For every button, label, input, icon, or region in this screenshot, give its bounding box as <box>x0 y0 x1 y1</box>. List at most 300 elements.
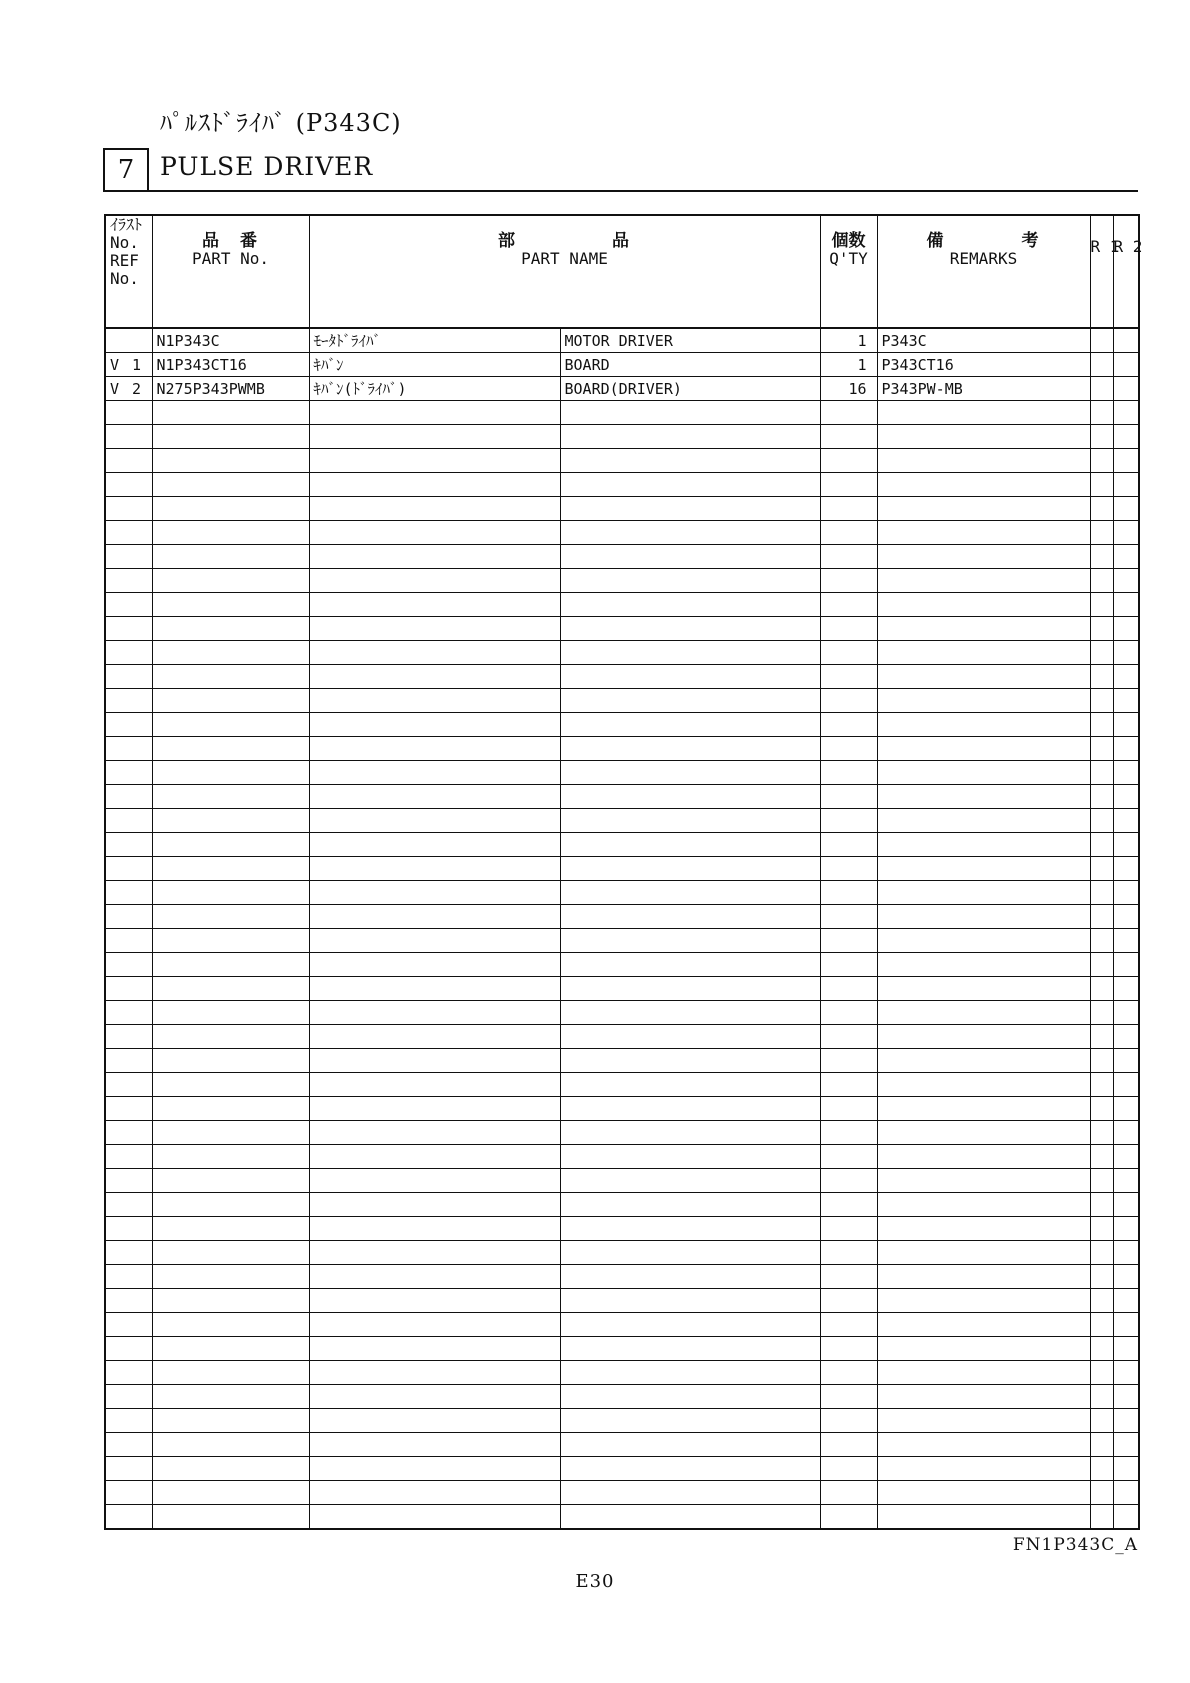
empty-cell <box>105 977 152 1001</box>
empty-cell <box>152 1217 309 1241</box>
table-row <box>105 377 1139 401</box>
empty-cell <box>1113 1025 1139 1049</box>
empty-cell <box>105 545 152 569</box>
header-r1: R 1 <box>1090 215 1113 328</box>
empty-cell <box>309 593 560 617</box>
header-part-no <box>152 215 309 328</box>
empty-cell <box>1090 665 1113 689</box>
empty-cell <box>1113 1409 1139 1433</box>
empty-cell <box>560 1241 820 1265</box>
empty-cell <box>1113 473 1139 497</box>
empty-row <box>105 665 1139 689</box>
empty-cell <box>1090 545 1113 569</box>
empty-row <box>105 1505 1139 1530</box>
empty-cell <box>560 1265 820 1289</box>
empty-cell <box>309 1505 560 1530</box>
empty-row <box>105 1049 1139 1073</box>
empty-cell <box>560 473 820 497</box>
empty-cell <box>1113 1073 1139 1097</box>
empty-cell <box>105 1001 152 1025</box>
empty-cell <box>152 1073 309 1097</box>
empty-cell <box>309 641 560 665</box>
empty-cell <box>820 1169 877 1193</box>
empty-cell <box>820 1505 877 1530</box>
empty-cell <box>820 1337 877 1361</box>
empty-cell <box>105 929 152 953</box>
empty-row <box>105 689 1139 713</box>
empty-cell <box>877 1049 1090 1073</box>
empty-cell <box>820 473 877 497</box>
empty-cell <box>1090 1409 1113 1433</box>
empty-cell <box>309 1145 560 1169</box>
empty-cell <box>105 953 152 977</box>
empty-cell <box>152 521 309 545</box>
empty-cell <box>877 809 1090 833</box>
empty-cell <box>560 641 820 665</box>
empty-cell <box>152 401 309 425</box>
empty-cell <box>105 569 152 593</box>
empty-cell <box>877 737 1090 761</box>
empty-cell <box>877 1121 1090 1145</box>
empty-cell <box>1113 1193 1139 1217</box>
empty-row <box>105 1457 1139 1481</box>
empty-cell <box>1090 1385 1113 1409</box>
row-remarks: P343PW-MB <box>877 377 1090 401</box>
empty-cell <box>820 785 877 809</box>
empty-row <box>105 593 1139 617</box>
empty-cell <box>152 689 309 713</box>
empty-row <box>105 1001 1139 1025</box>
empty-cell <box>105 785 152 809</box>
table-row <box>105 328 1139 353</box>
table-row <box>105 353 1139 377</box>
empty-cell <box>820 1457 877 1481</box>
empty-cell <box>560 1145 820 1169</box>
empty-cell <box>1090 1289 1113 1313</box>
empty-cell <box>820 641 877 665</box>
empty-cell <box>152 497 309 521</box>
empty-cell <box>105 593 152 617</box>
empty-cell <box>1113 1169 1139 1193</box>
empty-cell <box>877 497 1090 521</box>
empty-cell <box>877 833 1090 857</box>
empty-cell <box>105 1193 152 1217</box>
empty-cell <box>105 1289 152 1313</box>
empty-cell <box>560 689 820 713</box>
empty-cell <box>820 1025 877 1049</box>
empty-cell <box>1113 1385 1139 1409</box>
empty-cell <box>1113 1217 1139 1241</box>
row-name-en: MOTOR DRIVER <box>560 328 820 353</box>
empty-cell <box>820 1121 877 1145</box>
empty-cell <box>152 905 309 929</box>
empty-cell <box>1090 497 1113 521</box>
empty-cell <box>1113 977 1139 1001</box>
empty-row <box>105 833 1139 857</box>
empty-cell <box>309 689 560 713</box>
empty-cell <box>152 1265 309 1289</box>
empty-cell <box>152 1241 309 1265</box>
empty-cell <box>105 449 152 473</box>
empty-cell <box>152 977 309 1001</box>
empty-cell <box>152 857 309 881</box>
empty-cell <box>1090 1265 1113 1289</box>
empty-cell <box>820 617 877 641</box>
empty-cell <box>309 569 560 593</box>
empty-cell <box>309 905 560 929</box>
empty-cell <box>105 617 152 641</box>
empty-cell <box>560 1073 820 1097</box>
empty-cell <box>1090 737 1113 761</box>
empty-cell <box>877 1193 1090 1217</box>
empty-cell <box>309 617 560 641</box>
empty-row <box>105 497 1139 521</box>
empty-row <box>105 1385 1139 1409</box>
empty-cell <box>820 953 877 977</box>
empty-cell <box>560 1169 820 1193</box>
header-part-name <box>309 215 820 328</box>
empty-cell <box>1113 1265 1139 1289</box>
empty-cell <box>152 737 309 761</box>
empty-cell <box>309 401 560 425</box>
empty-cell <box>877 1433 1090 1457</box>
empty-cell <box>820 665 877 689</box>
row-qty: 16 <box>820 377 877 401</box>
empty-cell <box>309 665 560 689</box>
empty-cell <box>1090 833 1113 857</box>
empty-cell <box>152 545 309 569</box>
empty-cell <box>1113 737 1139 761</box>
empty-cell <box>560 569 820 593</box>
empty-cell <box>309 1049 560 1073</box>
empty-row <box>105 785 1139 809</box>
empty-cell <box>1090 761 1113 785</box>
empty-cell <box>309 1169 560 1193</box>
empty-cell <box>152 1097 309 1121</box>
empty-cell <box>152 1289 309 1313</box>
empty-cell <box>820 1481 877 1505</box>
header-part-name-jp: 部 品 <box>498 231 631 251</box>
empty-cell <box>105 1481 152 1505</box>
empty-cell <box>877 1385 1090 1409</box>
empty-cell <box>820 545 877 569</box>
empty-cell <box>877 593 1090 617</box>
empty-row <box>105 1193 1139 1217</box>
empty-cell <box>309 473 560 497</box>
empty-cell <box>309 833 560 857</box>
empty-row <box>105 425 1139 449</box>
empty-cell <box>1113 449 1139 473</box>
empty-cell <box>1113 809 1139 833</box>
empty-cell <box>877 545 1090 569</box>
row-ref: V 2 <box>105 377 152 401</box>
page-subtitle-jp: ﾊﾟﾙｽﾄﾞﾗｲﾊﾞ (P343C) <box>160 109 402 137</box>
header-ref-no <box>105 215 152 328</box>
empty-cell <box>560 1049 820 1073</box>
header-r2: R 2 <box>1113 215 1139 328</box>
empty-row <box>105 449 1139 473</box>
empty-cell <box>877 665 1090 689</box>
empty-cell <box>152 425 309 449</box>
header-part-no-en: PART No. <box>191 249 270 268</box>
empty-cell <box>877 905 1090 929</box>
empty-cell <box>1113 1121 1139 1145</box>
empty-cell <box>105 881 152 905</box>
empty-row <box>105 473 1139 497</box>
empty-cell <box>877 521 1090 545</box>
empty-cell <box>1113 881 1139 905</box>
empty-cell <box>877 953 1090 977</box>
empty-cell <box>105 521 152 545</box>
empty-cell <box>152 1409 309 1433</box>
empty-cell <box>1090 569 1113 593</box>
empty-cell <box>1113 905 1139 929</box>
empty-cell <box>152 1385 309 1409</box>
empty-cell <box>877 1073 1090 1097</box>
empty-cell <box>820 1193 877 1217</box>
empty-cell <box>1113 1049 1139 1073</box>
empty-cell <box>152 1505 309 1530</box>
empty-cell <box>1090 641 1113 665</box>
empty-row <box>105 1409 1139 1433</box>
empty-cell <box>152 1025 309 1049</box>
empty-cell <box>1113 401 1139 425</box>
empty-cell <box>820 1313 877 1337</box>
empty-cell <box>1113 641 1139 665</box>
empty-cell <box>820 809 877 833</box>
empty-cell <box>1090 1505 1113 1530</box>
empty-cell <box>1090 473 1113 497</box>
empty-cell <box>820 1097 877 1121</box>
empty-cell <box>1113 1145 1139 1169</box>
row-remarks: P343C <box>877 328 1090 353</box>
empty-cell <box>309 545 560 569</box>
row-qty: 1 <box>820 328 877 353</box>
empty-cell <box>560 1313 820 1337</box>
empty-row <box>105 953 1139 977</box>
empty-cell <box>105 401 152 425</box>
empty-cell <box>1090 809 1113 833</box>
empty-cell <box>820 1409 877 1433</box>
empty-cell <box>105 1265 152 1289</box>
empty-cell <box>105 689 152 713</box>
empty-cell <box>877 569 1090 593</box>
empty-cell <box>309 809 560 833</box>
empty-cell <box>877 1025 1090 1049</box>
empty-cell <box>820 1433 877 1457</box>
empty-cell <box>309 713 560 737</box>
empty-cell <box>877 977 1090 1001</box>
empty-cell <box>820 881 877 905</box>
row-part-no: N1P343CT16 <box>152 353 309 377</box>
empty-cell <box>877 1097 1090 1121</box>
empty-cell <box>820 569 877 593</box>
empty-cell <box>152 833 309 857</box>
empty-cell <box>820 1217 877 1241</box>
empty-cell <box>1090 401 1113 425</box>
empty-cell <box>152 1193 309 1217</box>
header-part-no-jp: 品 番 <box>202 231 259 251</box>
empty-cell <box>877 473 1090 497</box>
empty-cell <box>105 761 152 785</box>
empty-row <box>105 977 1139 1001</box>
empty-cell <box>820 497 877 521</box>
empty-cell <box>560 1433 820 1457</box>
empty-cell <box>560 929 820 953</box>
empty-row <box>105 737 1139 761</box>
empty-cell <box>152 1337 309 1361</box>
empty-cell <box>820 401 877 425</box>
empty-row <box>105 617 1139 641</box>
empty-cell <box>1113 1433 1139 1457</box>
empty-cell <box>309 857 560 881</box>
empty-cell <box>560 809 820 833</box>
header-ref-line2: No. <box>110 233 139 252</box>
empty-cell <box>152 761 309 785</box>
empty-cell <box>309 1457 560 1481</box>
row-r2 <box>1113 328 1139 353</box>
row-r2 <box>1113 353 1139 377</box>
empty-cell <box>1113 1361 1139 1385</box>
empty-cell <box>820 833 877 857</box>
empty-cell <box>1113 569 1139 593</box>
row-ref: V 1 <box>105 353 152 377</box>
empty-row <box>105 1337 1139 1361</box>
empty-cell <box>152 1361 309 1385</box>
empty-cell <box>152 1481 309 1505</box>
empty-cell <box>560 1193 820 1217</box>
empty-cell <box>560 1361 820 1385</box>
empty-cell <box>560 713 820 737</box>
empty-cell <box>820 1073 877 1097</box>
empty-cell <box>105 641 152 665</box>
empty-cell <box>820 929 877 953</box>
empty-cell <box>105 905 152 929</box>
empty-cell <box>309 1193 560 1217</box>
empty-cell <box>105 497 152 521</box>
empty-cell <box>820 1241 877 1265</box>
empty-cell <box>152 785 309 809</box>
empty-cell <box>877 929 1090 953</box>
empty-cell <box>820 593 877 617</box>
empty-cell <box>152 1121 309 1145</box>
empty-cell <box>1113 1001 1139 1025</box>
empty-cell <box>1090 1169 1113 1193</box>
table-header-row <box>105 215 1139 328</box>
empty-cell <box>877 1217 1090 1241</box>
empty-cell <box>877 1313 1090 1337</box>
empty-cell <box>820 1265 877 1289</box>
empty-row <box>105 1289 1139 1313</box>
empty-cell <box>877 1001 1090 1025</box>
empty-row <box>105 1145 1139 1169</box>
header-qty-en: Q'TY <box>829 249 868 268</box>
empty-cell <box>152 473 309 497</box>
header-ref-line1: ｲﾗｽﾄ <box>110 215 143 234</box>
empty-cell <box>1113 521 1139 545</box>
empty-cell <box>1090 1097 1113 1121</box>
empty-cell <box>1090 1001 1113 1025</box>
empty-cell <box>309 1241 560 1265</box>
header-qty <box>820 215 877 328</box>
empty-cell <box>152 593 309 617</box>
empty-row <box>105 1361 1139 1385</box>
empty-cell <box>560 1385 820 1409</box>
empty-cell <box>1113 785 1139 809</box>
row-name-jp: ｷﾊﾞﾝ(ﾄﾞﾗｲﾊﾞ) <box>309 377 560 401</box>
empty-cell <box>560 1481 820 1505</box>
empty-cell <box>309 761 560 785</box>
empty-row <box>105 905 1139 929</box>
empty-cell <box>877 1505 1090 1530</box>
empty-cell <box>1090 1313 1113 1337</box>
empty-cell <box>1090 425 1113 449</box>
empty-cell <box>820 1001 877 1025</box>
empty-cell <box>877 425 1090 449</box>
empty-cell <box>309 425 560 449</box>
empty-row <box>105 1097 1139 1121</box>
empty-cell <box>560 1457 820 1481</box>
empty-cell <box>877 1457 1090 1481</box>
empty-cell <box>1090 1025 1113 1049</box>
empty-cell <box>105 809 152 833</box>
empty-cell <box>1113 1313 1139 1337</box>
empty-cell <box>1113 497 1139 521</box>
empty-cell <box>877 641 1090 665</box>
empty-cell <box>105 1361 152 1385</box>
empty-cell <box>560 977 820 1001</box>
empty-cell <box>1090 1145 1113 1169</box>
empty-cell <box>105 737 152 761</box>
section-title: PULSE DRIVER <box>160 152 374 181</box>
empty-cell <box>1113 1337 1139 1361</box>
empty-cell <box>820 1145 877 1169</box>
empty-cell <box>560 953 820 977</box>
empty-cell <box>1113 1505 1139 1530</box>
row-part-no: N1P343C <box>152 328 309 353</box>
empty-cell <box>820 905 877 929</box>
empty-cell <box>1113 953 1139 977</box>
empty-cell <box>1090 713 1113 737</box>
empty-cell <box>309 977 560 1001</box>
empty-cell <box>1113 1289 1139 1313</box>
empty-row <box>105 1121 1139 1145</box>
empty-cell <box>309 449 560 473</box>
empty-cell <box>152 1433 309 1457</box>
empty-cell <box>309 1025 560 1049</box>
empty-cell <box>309 737 560 761</box>
row-ref <box>105 328 152 353</box>
empty-cell <box>1113 593 1139 617</box>
empty-cell <box>820 521 877 545</box>
empty-cell <box>560 425 820 449</box>
row-r1 <box>1090 328 1113 353</box>
empty-cell <box>1113 929 1139 953</box>
empty-row <box>105 1169 1139 1193</box>
empty-cell <box>560 761 820 785</box>
empty-cell <box>1090 1193 1113 1217</box>
empty-cell <box>560 617 820 641</box>
header-ref-line4: No. <box>110 269 139 288</box>
empty-cell <box>309 1433 560 1457</box>
empty-cell <box>105 665 152 689</box>
empty-cell <box>152 1169 309 1193</box>
empty-cell <box>105 1433 152 1457</box>
empty-cell <box>105 1169 152 1193</box>
empty-cell <box>309 953 560 977</box>
empty-cell <box>105 1121 152 1145</box>
empty-cell <box>1090 593 1113 617</box>
